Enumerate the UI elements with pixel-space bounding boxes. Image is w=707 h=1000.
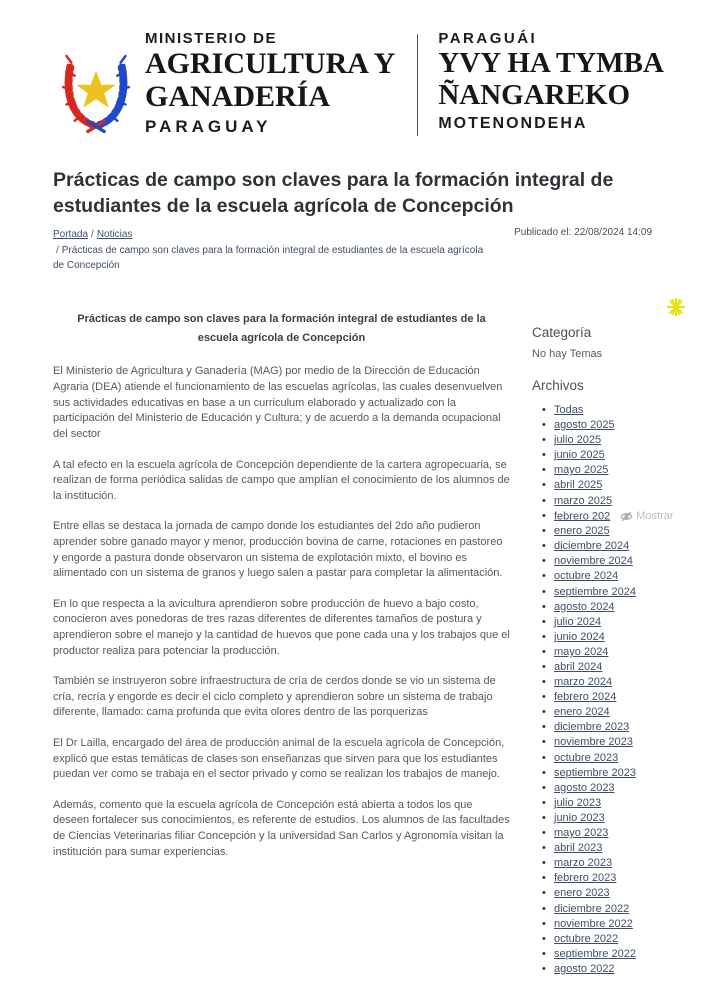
archive-list-item <box>532 826 707 841</box>
archive-list-item <box>532 509 707 525</box>
archive-link[interactable]: noviembre 2022 <box>554 917 633 930</box>
archive-list-item <box>532 932 707 947</box>
archive-link[interactable]: agosto 2022 <box>554 962 615 975</box>
archive-link[interactable]: septiembre 2024 <box>554 585 636 598</box>
article-paragraph: A tal efecto en la escuela agrícola de Concepción dependiente de la cartera agropecuaria, se realizan de forma periódica salidas de campo que amplían el conocimiento de los alumnos de la institución. <box>53 458 510 502</box>
published-date: Publicado el: 22/08/2024 14:09 <box>514 227 652 239</box>
guarani-paraguai: PARAGUÁI <box>438 30 538 47</box>
article-paragraph: En lo que respecta a la avicultura aprendieron sobre producción de huevo a bajo costo, conocieron aves ponedoras de tres razas diferentes de diferentes tamaños de postura y aprendieron sobre el manejo y la cantidad de huevos que pone cada una y los trabajos que el productor realiza para potenciar la producción. <box>53 597 510 657</box>
archive-list-item <box>532 886 707 901</box>
archive-link[interactable]: abril 2024 <box>554 661 603 674</box>
eye-off-icon <box>620 510 633 523</box>
logo-ministerio-de: MINISTERIO DE <box>145 30 278 47</box>
guarani-yvy-ha-tymba: YVY HA TYMBA <box>438 47 664 79</box>
archive-link[interactable]: julio 2024 <box>554 615 602 628</box>
archive-list-item <box>532 418 707 433</box>
archive-list-item <box>532 554 707 569</box>
archive-link[interactable]: junio 2024 <box>554 630 605 643</box>
archive-link[interactable]: abril 2025 <box>554 479 603 492</box>
archive-list-item <box>532 615 707 630</box>
archive-list-item <box>532 524 707 539</box>
header-divider <box>417 34 418 136</box>
ministry-logo-text <box>145 26 395 137</box>
archive-list-item <box>532 720 707 735</box>
archive-link[interactable]: diciembre 2024 <box>554 540 630 553</box>
breadcrumb-noticias-link[interactable]: Noticias <box>96 229 133 241</box>
article-heading: Prácticas de campo son claves para la formación integral de estudiantes de la escuela agrícola de Concepción <box>77 312 486 345</box>
archive-list-item <box>532 705 707 720</box>
guarani-logo-text <box>438 26 664 133</box>
archive-list-item <box>532 781 707 796</box>
archive-list-item <box>532 766 707 781</box>
archive-list-item <box>532 856 707 871</box>
archive-link[interactable]: agosto 2024 <box>554 600 615 613</box>
archive-link[interactable]: mayo 2024 <box>554 645 609 658</box>
archive-link[interactable]: marzo 2023 <box>554 857 613 870</box>
archive-link[interactable]: febrero 2023 <box>554 872 617 885</box>
archive-list-item <box>532 448 707 463</box>
archive-link[interactable]: enero 2023 <box>554 887 610 900</box>
guarani-nangareko: ÑANGAREKO <box>438 79 631 112</box>
archive-list-item <box>532 539 707 554</box>
main-content <box>0 274 707 977</box>
archive-list-item <box>532 403 707 418</box>
archive-link[interactable]: agosto 2025 <box>554 419 615 432</box>
archive-link[interactable]: octubre 2024 <box>554 570 619 583</box>
breadcrumb-separator: / <box>56 244 59 256</box>
archive-list-item <box>532 917 707 932</box>
archive-link[interactable]: julio 2023 <box>554 796 602 809</box>
archive-link[interactable]: octubre 2023 <box>554 751 619 764</box>
archive-list-item <box>532 690 707 705</box>
archive-link[interactable]: diciembre 2023 <box>554 721 630 734</box>
archive-list-item <box>532 751 707 766</box>
mostrar-label: Mostrar <box>636 509 674 522</box>
meta-row <box>53 227 652 274</box>
archive-list-item <box>532 811 707 826</box>
title-block <box>0 138 707 274</box>
mostrar-overlay[interactable] <box>620 509 673 524</box>
logo-agricultura: AGRICULTURA Y <box>145 47 396 80</box>
guarani-motenondeha: MOTENONDEHA <box>438 114 588 132</box>
archive-list-item <box>532 569 707 584</box>
archive-list-item <box>532 962 707 977</box>
archive-link[interactable]: junio 2025 <box>554 449 605 462</box>
archive-list-item <box>532 630 707 645</box>
archive-list-item <box>532 463 707 478</box>
archive-list-item <box>532 585 707 600</box>
yellow-asterisk-icon <box>667 298 685 316</box>
archive-list-item <box>532 645 707 660</box>
archive-list-item <box>532 947 707 962</box>
page-title: Prácticas de campo son claves para la formación integral de estudiantes de la escuela agrícola de Concepción <box>53 169 614 217</box>
archive-list-item <box>532 796 707 811</box>
archive-list-item <box>532 478 707 493</box>
article-paragraph: El Ministerio de Agricultura y Ganadería (MAG) por medio de la Dirección de Educación Agraria (DEA) atiende el funcionamiento de las escuelas agrícolas, las cuales desenvuelven sus actividades educativas en base a un curriculum elaborado y actualizado con la participación del Ministerio de Educación y Cultura; y de acuerdo a la demanda ocupacional del sector <box>53 365 503 440</box>
article-paragraph: El Dr Lailla, encargado del área de producción animal de la escuela agrícola de Concepción, explicó que estas temáticas de clases son enseñanzas que sirven para que los estudiantes puedan ver como se trabaja en el sector privado y como se realizan los trabajos de manejo. <box>53 737 505 781</box>
archive-link[interactable]: mayo 2025 <box>554 464 609 477</box>
archive-list-item <box>532 675 707 690</box>
archive-list-item <box>532 871 707 886</box>
article-paragraph: También se instruyeron sobre infraestructura de cría de cerdos donde se vio un sistema de cría, recría y engorde es decir el ciclo completo y aprendieron sobre un sistema de trabajo diferente, llamado: cama profunda que evita olores dentro de las porquerizas <box>53 675 496 719</box>
archive-link[interactable]: Todas <box>554 403 584 416</box>
archive-list-item <box>532 433 707 448</box>
archive-list-item <box>532 600 707 615</box>
archive-link[interactable]: marzo 2025 <box>554 494 613 507</box>
site-header <box>0 0 707 138</box>
archive-link[interactable]: agosto 2023 <box>554 781 615 794</box>
archive-link[interactable]: enero 2024 <box>554 706 610 719</box>
breadcrumb-portada-link[interactable]: Portada <box>53 229 89 241</box>
archive-link[interactable]: abril 2023 <box>554 842 603 855</box>
article <box>53 310 510 977</box>
archive-list-item <box>532 735 707 750</box>
sidebar <box>532 310 707 977</box>
archive-link[interactable]: diciembre 2022 <box>554 902 630 915</box>
breadcrumb-current: Prácticas de campo son claves para la formación integral de estudiantes de la escuela agrícola de Concepción <box>53 244 484 272</box>
archive-list-item <box>532 494 707 509</box>
archive-link[interactable]: octubre 2022 <box>554 932 619 945</box>
archive-link[interactable]: enero 2025 <box>554 525 610 538</box>
logo-ganaderia: GANADERÍA <box>145 80 331 113</box>
breadcrumb-separator: / <box>91 229 94 241</box>
archive-link[interactable]: mayo 2023 <box>554 827 609 840</box>
logo-paraguay: PARAGUAY <box>145 117 272 136</box>
category-empty-text: No hay Temas <box>532 347 603 360</box>
archive-link[interactable]: noviembre 2023 <box>554 736 633 749</box>
category-heading: Categoría <box>532 324 592 340</box>
archive-list-item <box>532 660 707 675</box>
archives-list <box>532 403 707 977</box>
paraguay-coat-of-arms-icon <box>55 38 137 138</box>
archive-link[interactable]: julio 2025 <box>554 434 602 447</box>
article-paragraph: Entre ellas se destaca la jornada de campo donde los estudiantes del 2do año pudieron aprender sobre ganado mayor y menor, producción bovina de carne, rotaciones en pastoreo y engorde a pastura donde observaron un sistema de explotación mixto, el bovino es alimentado con un sistema de granos y luego salen a pastar para completar la alimentación. <box>53 520 503 580</box>
archive-list-item <box>532 841 707 856</box>
archive-link[interactable]: noviembre 2024 <box>554 555 633 568</box>
archive-list-item <box>532 902 707 917</box>
breadcrumb <box>53 227 493 274</box>
archive-link[interactable]: septiembre 2022 <box>554 947 636 960</box>
archive-link[interactable]: septiembre 2023 <box>554 766 636 779</box>
archive-link[interactable]: junio 2023 <box>554 811 605 824</box>
archive-link[interactable]: febrero 2024 <box>554 691 617 704</box>
article-paragraph: Además, comento que la escuela agrícola de Concepción está abierta a todos los que deseen fortalecer sus conocimientos, es referente de estudios. Los alumnos de las facultades de Ciencias Veterinarias filiar Concepción y la universidad San Carlos y Agronomía visitan la institución para sumar experiencias. <box>53 798 510 858</box>
archives-heading: Archivos <box>532 377 584 393</box>
archive-link[interactable]: marzo 2024 <box>554 676 613 689</box>
archive-link[interactable]: febrero 202 <box>554 510 611 523</box>
